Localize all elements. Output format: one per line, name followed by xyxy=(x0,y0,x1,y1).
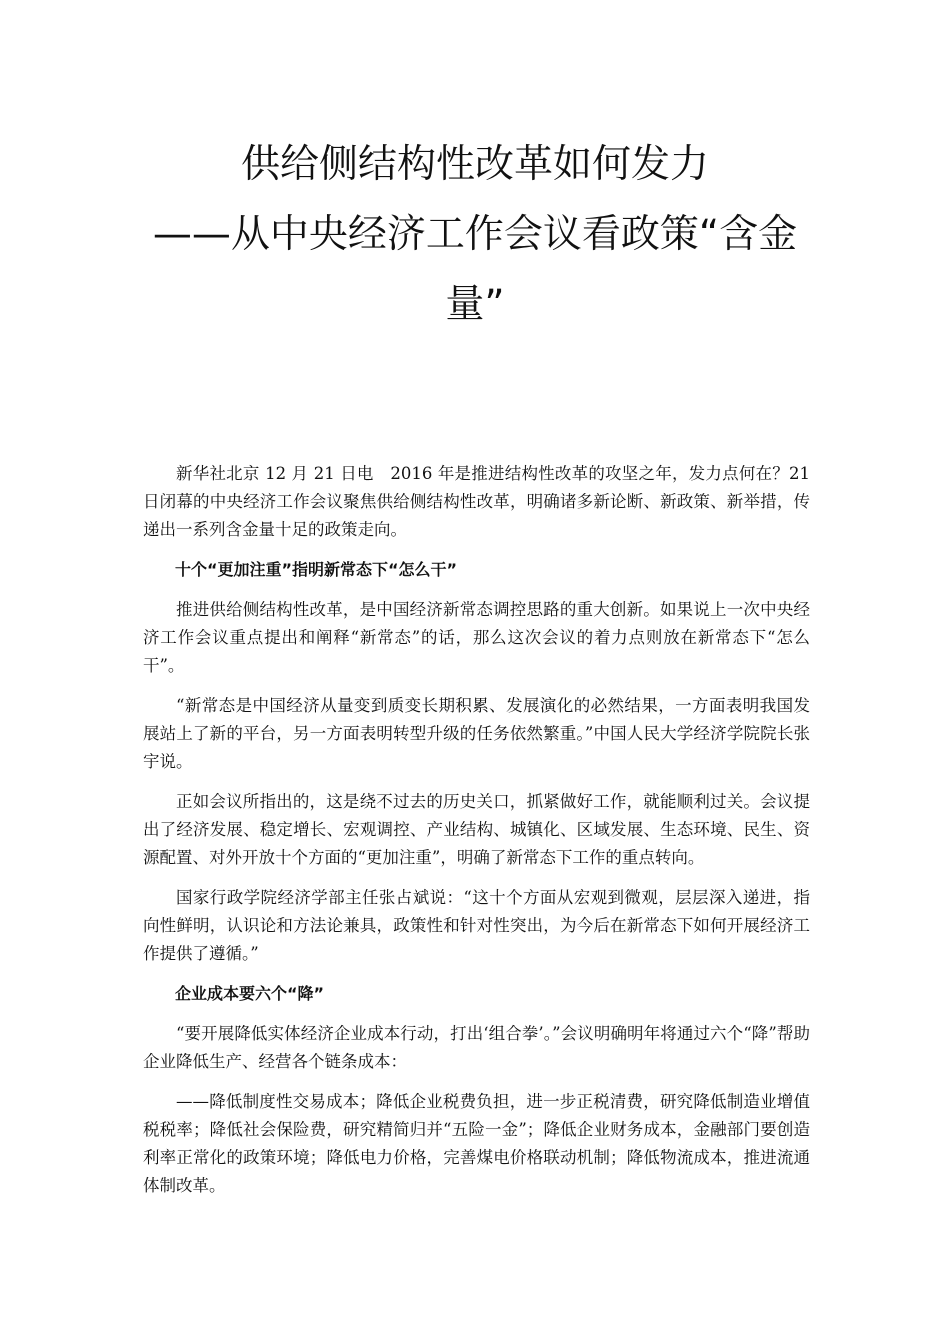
title-line-subtitle-end: 量” xyxy=(445,282,505,327)
title-line-subtitle: ——从中央经济工作会议看政策“含金 xyxy=(152,212,798,257)
paragraph: 正如会议所指出的，这是绕不过去的历史关口，抓紧做好工作，就能顺利过关。会议提出了经济发展、稳定增长、宏观调控、产业结构、城镇化、区域发展、生态环境、民生、资源配置、对外开放十个方面的“更加注重”，明确了新常态下工作的重点转向。 xyxy=(143,792,810,867)
paragraph: 推进供给侧结构性改革，是中国经济新常态调控思路的重大创新。如果说上一次中央经济工作会议重点提出和阐释“新常态”的话，那么这次会议的着力点则放在新常态下“怎么干”。 xyxy=(143,600,810,675)
paragraph-quote: 国家行政学院经济学部主任张占斌说：“这十个方面从宏观到微观，层层深入递进，指向性鲜明，认识论和方法论兼具，政策性和针对性突出，为今后在新常态下如何开展经济工作提供了遵循。” xyxy=(143,888,810,963)
section-heading-six-reductions: 企业成本要六个“降” xyxy=(175,984,325,1003)
document-title xyxy=(140,130,810,340)
title-line-main: 供给侧结构性改革如何发力 xyxy=(240,142,709,187)
article-body xyxy=(143,460,810,1212)
paragraph-list: ——降低制度性交易成本；降低企业税费负担，进一步正税清费，研究降低制造业增值税税率；降低社会保险费，研究精简归并“五险一金”；降低企业财务成本，金融部门要创造利率正常化的政策环境；降低电力价格，完善煤电价格联动机制；降低物流成本，推进流通体制改革。 xyxy=(143,1092,810,1195)
paragraph-dateline: 新华社北京 12 月 21 日电 2016 年是推进结构性改革的攻坚之年，发力点何在？21 日闭幕的中央经济工作会议聚焦供给侧结构性改革，明确诸多新论断、新政策、新举措，传递出一系列含金量十足的政策走向。 xyxy=(143,464,810,539)
paragraph-quote: “要开展降低实体经济企业成本行动，打出‘组合拳’。”会议明确明年将通过六个“降”帮助企业降低生产、经营各个链条成本： xyxy=(143,1024,810,1071)
section-heading-ten-emphases: 十个“更加注重”指明新常态下“怎么干” xyxy=(175,560,458,579)
paragraph-quote: “新常态是中国经济从量变到质变长期积累、发展演化的必然结果，一方面表明我国发展站上了新的平台，另一方面表明转型升级的任务依然繁重。”中国人民大学经济学院院长张宇说。 xyxy=(143,696,810,771)
